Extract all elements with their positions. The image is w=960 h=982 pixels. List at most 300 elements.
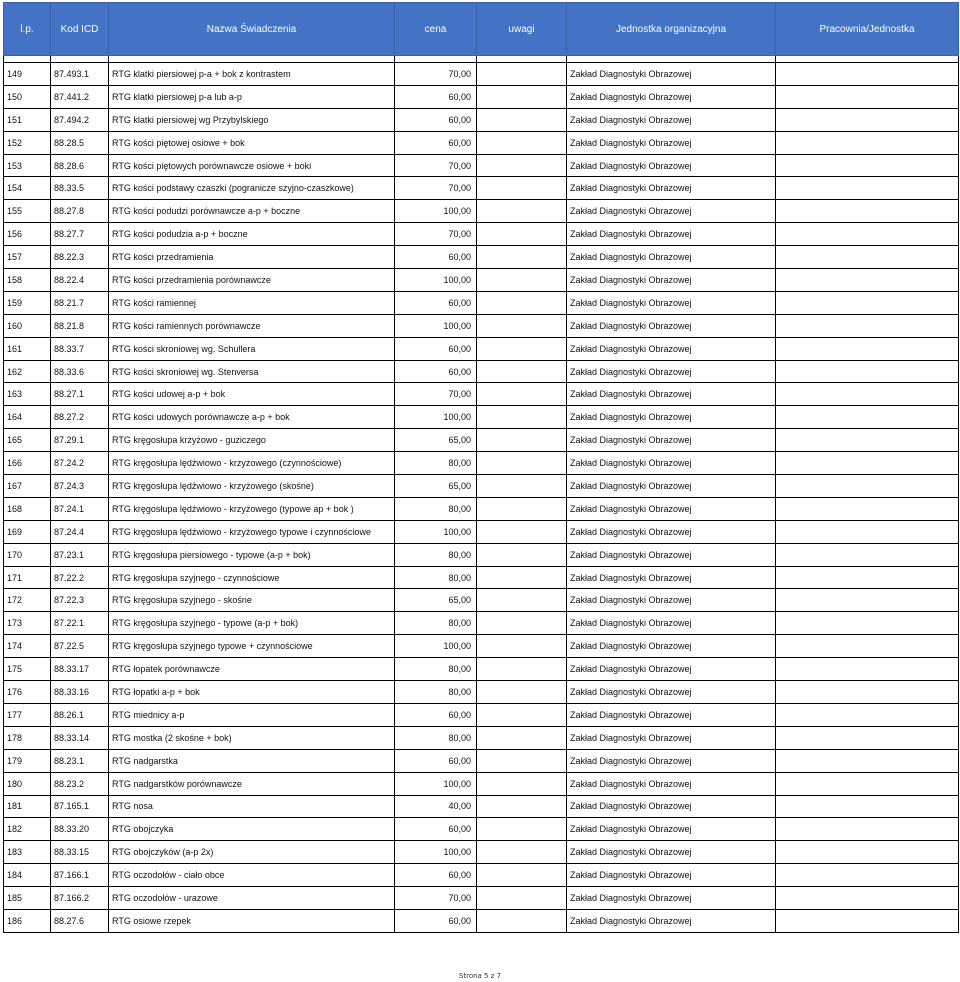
cell-jednostka: Zakład Diagnostyki Obrazowej: [567, 177, 776, 200]
cell-pracownia: [776, 497, 959, 520]
cell-cena: 60,00: [395, 131, 477, 154]
cell-jednostka: Zakład Diagnostyki Obrazowej: [567, 383, 776, 406]
cell-lp: 172: [4, 589, 51, 612]
cell-nazwa: RTG kręgosłupa lędźwiowo - krzyżowego (skośne): [109, 475, 395, 498]
table-row: [4, 85, 959, 108]
cell-nazwa: RTG kości skroniowej wg. Schullera: [109, 337, 395, 360]
cell-jednostka: Zakład Diagnostyki Obrazowej: [567, 131, 776, 154]
cell-nazwa: RTG miednicy a-p: [109, 703, 395, 726]
cell-lp: 160: [4, 314, 51, 337]
cell-jednostka: Zakład Diagnostyki Obrazowej: [567, 703, 776, 726]
cell-uwagi: [477, 475, 567, 498]
table-row: [4, 772, 959, 795]
cell-pracownia: [776, 200, 959, 223]
cell-jednostka: Zakład Diagnostyki Obrazowej: [567, 818, 776, 841]
table-row: [4, 841, 959, 864]
cell-lp: 163: [4, 383, 51, 406]
table-header: [4, 3, 959, 56]
table-row: [4, 314, 959, 337]
table-row: [4, 406, 959, 429]
cell-lp: 150: [4, 85, 51, 108]
cell-uwagi: [477, 566, 567, 589]
cell-lp: 166: [4, 452, 51, 475]
cell-cena: 60,00: [395, 909, 477, 932]
cell-jednostka: Zakład Diagnostyki Obrazowej: [567, 246, 776, 269]
header-row: [4, 3, 959, 56]
cell-jednostka: Zakład Diagnostyki Obrazowej: [567, 475, 776, 498]
cell-lp: 168: [4, 497, 51, 520]
cell-jednostka: Zakład Diagnostyki Obrazowej: [567, 314, 776, 337]
cell-uwagi: [477, 909, 567, 932]
header-jednostka-organizacyjna: Jednostka organizacyjna: [567, 3, 776, 56]
cell-kod-icd: 88.33.15: [51, 841, 109, 864]
cell-cena: 60,00: [395, 108, 477, 131]
cell-nazwa: RTG kości piętowej osiowe + bok: [109, 131, 395, 154]
header-pracownia-jednostka: Pracownia/Jednostka: [776, 3, 959, 56]
cell-jednostka: Zakład Diagnostyki Obrazowej: [567, 635, 776, 658]
cell-pracownia: [776, 887, 959, 910]
cell-cena: 80,00: [395, 726, 477, 749]
cell-kod-icd: 87.29.1: [51, 429, 109, 452]
cell-pracownia: [776, 726, 959, 749]
cell-cena: 70,00: [395, 154, 477, 177]
table-row: [4, 635, 959, 658]
cell-jednostka: Zakład Diagnostyki Obrazowej: [567, 566, 776, 589]
cell-pracownia: [776, 543, 959, 566]
cell-uwagi: [477, 818, 567, 841]
cell-kod-icd: 88.33.20: [51, 818, 109, 841]
cell-nazwa: RTG kości ramiennych porównawcze: [109, 314, 395, 337]
cell-lp: 179: [4, 749, 51, 772]
cell-uwagi: [477, 520, 567, 543]
cell-cena: 100,00: [395, 841, 477, 864]
cell-kod-icd: 87.165.1: [51, 795, 109, 818]
cell-nazwa: RTG nosa: [109, 795, 395, 818]
cell-uwagi: [477, 452, 567, 475]
cell-lp: 155: [4, 200, 51, 223]
table-row: [4, 246, 959, 269]
header-cena: cena: [395, 3, 477, 56]
table-body: [4, 56, 959, 933]
cell-lp: 156: [4, 223, 51, 246]
table-row: [4, 566, 959, 589]
cell-uwagi: [477, 246, 567, 269]
cell-cena: 80,00: [395, 543, 477, 566]
table-row: [4, 108, 959, 131]
table-row: [4, 497, 959, 520]
cell-pracownia: [776, 291, 959, 314]
cell-kod-icd: 88.27.6: [51, 909, 109, 932]
table-row: [4, 589, 959, 612]
table-row: [4, 658, 959, 681]
cell-kod-icd: 87.24.2: [51, 452, 109, 475]
table-row: [4, 909, 959, 932]
cell-uwagi: [477, 406, 567, 429]
cell-kod-icd: 88.26.1: [51, 703, 109, 726]
header-nazwa-swiadczenia: Nazwa Świadczenia: [109, 3, 395, 56]
table-row: [4, 452, 959, 475]
table-row: [4, 63, 959, 86]
cell-pracownia: [776, 772, 959, 795]
cell-nazwa: RTG nadgarstka: [109, 749, 395, 772]
cell-jednostka: Zakład Diagnostyki Obrazowej: [567, 63, 776, 86]
cell-cena: 65,00: [395, 429, 477, 452]
cell-uwagi: [477, 864, 567, 887]
table-row: [4, 223, 959, 246]
table-row: [4, 795, 959, 818]
cell-uwagi: [477, 337, 567, 360]
cell-kod-icd: 88.33.14: [51, 726, 109, 749]
cell-cena: 70,00: [395, 383, 477, 406]
cell-nazwa: RTG kręgosłupa lędźwiowo - krzyżowego typowe i czynnościowe: [109, 520, 395, 543]
cell-jednostka: Zakład Diagnostyki Obrazowej: [567, 429, 776, 452]
cell-lp: 170: [4, 543, 51, 566]
cell-pracownia: [776, 703, 959, 726]
cell-uwagi: [477, 543, 567, 566]
cell-uwagi: [477, 726, 567, 749]
table-row: [4, 154, 959, 177]
cell-cena: 100,00: [395, 200, 477, 223]
cell-pracownia: [776, 589, 959, 612]
cell-cena: 100,00: [395, 520, 477, 543]
cell-jednostka: Zakład Diagnostyki Obrazowej: [567, 291, 776, 314]
cell-jednostka: Zakład Diagnostyki Obrazowej: [567, 726, 776, 749]
cell-cena: 80,00: [395, 658, 477, 681]
cell-kod-icd: 87.494.2: [51, 108, 109, 131]
cell-pracownia: [776, 406, 959, 429]
cell-jednostka: Zakład Diagnostyki Obrazowej: [567, 841, 776, 864]
table-row: [4, 177, 959, 200]
cell-nazwa: RTG kości ramiennej: [109, 291, 395, 314]
table-row: [4, 269, 959, 292]
table-row: [4, 520, 959, 543]
cell-jednostka: Zakład Diagnostyki Obrazowej: [567, 772, 776, 795]
cell-nazwa: RTG obojczyków (a-p 2x): [109, 841, 395, 864]
cell-jednostka: Zakład Diagnostyki Obrazowej: [567, 406, 776, 429]
cell-jednostka: Zakład Diagnostyki Obrazowej: [567, 337, 776, 360]
cell-nazwa: RTG osiowe rzepek: [109, 909, 395, 932]
cell-kod-icd: 87.23.1: [51, 543, 109, 566]
cell-lp: 162: [4, 360, 51, 383]
cell-uwagi: [477, 383, 567, 406]
cell-pracownia: [776, 681, 959, 704]
cell-kod-icd: 88.27.8: [51, 200, 109, 223]
cell-lp: 159: [4, 291, 51, 314]
table-row: [4, 383, 959, 406]
table-row: [4, 612, 959, 635]
cell-kod-icd: 87.22.3: [51, 589, 109, 612]
cell-nazwa: RTG łopatki a-p + bok: [109, 681, 395, 704]
cell-cena: 100,00: [395, 406, 477, 429]
cell-lp: 173: [4, 612, 51, 635]
cell-kod-icd: 88.33.6: [51, 360, 109, 383]
cell-kod-icd: 88.33.7: [51, 337, 109, 360]
cell-pracownia: [776, 108, 959, 131]
cell-pracownia: [776, 383, 959, 406]
cell-cena: 60,00: [395, 337, 477, 360]
cell-jednostka: Zakład Diagnostyki Obrazowej: [567, 589, 776, 612]
cell-cena: 80,00: [395, 452, 477, 475]
cell-cena: 70,00: [395, 177, 477, 200]
cell-lp: 152: [4, 131, 51, 154]
cell-kod-icd: 88.28.6: [51, 154, 109, 177]
cell-jednostka: Zakład Diagnostyki Obrazowej: [567, 200, 776, 223]
cell-jednostka: Zakład Diagnostyki Obrazowej: [567, 909, 776, 932]
table-row: [4, 131, 959, 154]
cell-kod-icd: 88.21.7: [51, 291, 109, 314]
cell-cena: 100,00: [395, 314, 477, 337]
cell-nazwa: RTG kości piętowych porównawcze osiowe + boki: [109, 154, 395, 177]
cell-pracownia: [776, 818, 959, 841]
cell-pracownia: [776, 864, 959, 887]
table-row: [4, 703, 959, 726]
cell-uwagi: [477, 703, 567, 726]
cell-uwagi: [477, 841, 567, 864]
cell-jednostka: Zakład Diagnostyki Obrazowej: [567, 108, 776, 131]
cell-pracownia: [776, 475, 959, 498]
header-gap-row: [4, 56, 959, 63]
cell-pracownia: [776, 635, 959, 658]
cell-cena: 60,00: [395, 246, 477, 269]
cell-nazwa: RTG kości skroniowej wg. Stenversa: [109, 360, 395, 383]
cell-kod-icd: 88.23.1: [51, 749, 109, 772]
cell-pracownia: [776, 520, 959, 543]
cell-lp: 164: [4, 406, 51, 429]
cell-lp: 161: [4, 337, 51, 360]
cell-jednostka: Zakład Diagnostyki Obrazowej: [567, 887, 776, 910]
table-row: [4, 681, 959, 704]
cell-kod-icd: 88.22.3: [51, 246, 109, 269]
cell-lp: 184: [4, 864, 51, 887]
table-row: [4, 337, 959, 360]
cell-cena: 80,00: [395, 612, 477, 635]
cell-pracownia: [776, 658, 959, 681]
cell-nazwa: RTG łopatek porównawcze: [109, 658, 395, 681]
cell-cena: 70,00: [395, 887, 477, 910]
cell-lp: 154: [4, 177, 51, 200]
cell-kod-icd: 87.166.1: [51, 864, 109, 887]
cell-nazwa: RTG kości przedramienia porównawcze: [109, 269, 395, 292]
cell-lp: 169: [4, 520, 51, 543]
cell-kod-icd: 87.24.4: [51, 520, 109, 543]
cell-jednostka: Zakład Diagnostyki Obrazowej: [567, 864, 776, 887]
cell-uwagi: [477, 314, 567, 337]
cell-pracownia: [776, 749, 959, 772]
cell-pracownia: [776, 566, 959, 589]
cell-jednostka: Zakład Diagnostyki Obrazowej: [567, 520, 776, 543]
cell-jednostka: Zakład Diagnostyki Obrazowej: [567, 360, 776, 383]
table-row: [4, 475, 959, 498]
cell-nazwa: RTG nadgarstków porównawcze: [109, 772, 395, 795]
cell-lp: 174: [4, 635, 51, 658]
cell-nazwa: RTG kręgosłupa szyjnego - skośne: [109, 589, 395, 612]
header-uwagi: uwagi: [477, 3, 567, 56]
cell-lp: 183: [4, 841, 51, 864]
page-footer: Strona 5 z 7: [458, 972, 502, 980]
table-row: [4, 864, 959, 887]
cell-cena: 100,00: [395, 772, 477, 795]
table-row: [4, 818, 959, 841]
cell-uwagi: [477, 200, 567, 223]
cell-pracownia: [776, 429, 959, 452]
cell-pracownia: [776, 131, 959, 154]
cell-nazwa: RTG kręgosłupa lędźwiowo - krzyżowego (typowe ap + bok ): [109, 497, 395, 520]
cell-uwagi: [477, 177, 567, 200]
cell-uwagi: [477, 223, 567, 246]
cell-nazwa: RTG kręgosłupa piersiowego - typowe (a-p + bok): [109, 543, 395, 566]
cell-uwagi: [477, 887, 567, 910]
cell-cena: 80,00: [395, 566, 477, 589]
cell-pracownia: [776, 63, 959, 86]
cell-kod-icd: 88.33.16: [51, 681, 109, 704]
table-row: [4, 291, 959, 314]
cell-uwagi: [477, 108, 567, 131]
cell-kod-icd: 88.23.2: [51, 772, 109, 795]
header-kod-icd: Kod ICD: [51, 3, 109, 56]
cell-pracownia: [776, 612, 959, 635]
table-row: [4, 749, 959, 772]
cell-kod-icd: 87.493.1: [51, 63, 109, 86]
cell-nazwa: RTG kości podstawy czaszki (pogranicze szyjno-czaszkowe): [109, 177, 395, 200]
cell-cena: 60,00: [395, 360, 477, 383]
cell-pracownia: [776, 246, 959, 269]
cell-uwagi: [477, 154, 567, 177]
cell-lp: 178: [4, 726, 51, 749]
cell-kod-icd: 88.33.17: [51, 658, 109, 681]
table-row: [4, 360, 959, 383]
cell-lp: 157: [4, 246, 51, 269]
cell-pracownia: [776, 452, 959, 475]
cell-nazwa: RTG oczodołów - urazowe: [109, 887, 395, 910]
cell-jednostka: Zakład Diagnostyki Obrazowej: [567, 681, 776, 704]
cell-pracownia: [776, 269, 959, 292]
cell-jednostka: Zakład Diagnostyki Obrazowej: [567, 269, 776, 292]
cell-jednostka: Zakład Diagnostyki Obrazowej: [567, 497, 776, 520]
table-row: [4, 726, 959, 749]
cell-lp: 175: [4, 658, 51, 681]
cell-jednostka: Zakład Diagnostyki Obrazowej: [567, 749, 776, 772]
cell-lp: 176: [4, 681, 51, 704]
cell-nazwa: RTG mostka (2 skośne + bok): [109, 726, 395, 749]
cell-lp: 177: [4, 703, 51, 726]
cell-pracownia: [776, 841, 959, 864]
cell-cena: 80,00: [395, 497, 477, 520]
cell-uwagi: [477, 681, 567, 704]
cell-lp: 181: [4, 795, 51, 818]
cell-lp: 182: [4, 818, 51, 841]
cell-cena: 60,00: [395, 85, 477, 108]
cell-kod-icd: 88.28.5: [51, 131, 109, 154]
cell-uwagi: [477, 772, 567, 795]
cell-uwagi: [477, 612, 567, 635]
cell-uwagi: [477, 749, 567, 772]
cell-pracownia: [776, 177, 959, 200]
cell-uwagi: [477, 269, 567, 292]
cell-cena: 70,00: [395, 223, 477, 246]
cell-kod-icd: 87.24.3: [51, 475, 109, 498]
cell-uwagi: [477, 589, 567, 612]
cell-pracownia: [776, 337, 959, 360]
cell-jednostka: Zakład Diagnostyki Obrazowej: [567, 223, 776, 246]
price-list-sheet: [3, 2, 958, 933]
cell-jednostka: Zakład Diagnostyki Obrazowej: [567, 543, 776, 566]
cell-nazwa: RTG kręgosłupa szyjnego - czynnościowe: [109, 566, 395, 589]
cell-lp: 153: [4, 154, 51, 177]
cell-lp: 165: [4, 429, 51, 452]
cell-nazwa: RTG kręgosłupa lędźwiowo - krzyżowego (czynnościowe): [109, 452, 395, 475]
cell-cena: 70,00: [395, 63, 477, 86]
header-lp: l.p.: [4, 3, 51, 56]
cell-nazwa: RTG obojczyka: [109, 818, 395, 841]
cell-lp: 180: [4, 772, 51, 795]
cell-nazwa: RTG kręgosłupa szyjnego typowe + czynnościowe: [109, 635, 395, 658]
cell-lp: 167: [4, 475, 51, 498]
cell-cena: 60,00: [395, 291, 477, 314]
cell-nazwa: RTG klatki piersiowej p-a + bok z kontrastem: [109, 63, 395, 86]
cell-kod-icd: 88.27.1: [51, 383, 109, 406]
cell-lp: 171: [4, 566, 51, 589]
table-row: [4, 887, 959, 910]
cell-kod-icd: 87.24.1: [51, 497, 109, 520]
cell-kod-icd: 88.21.8: [51, 314, 109, 337]
cell-lp: 149: [4, 63, 51, 86]
cell-kod-icd: 87.22.5: [51, 635, 109, 658]
cell-uwagi: [477, 131, 567, 154]
price-table: [3, 2, 959, 933]
cell-cena: 60,00: [395, 703, 477, 726]
cell-kod-icd: 87.22.2: [51, 566, 109, 589]
cell-nazwa: RTG kości udowych porównawcze a-p + bok: [109, 406, 395, 429]
cell-nazwa: RTG klatki piersiowej wg Przybylskiego: [109, 108, 395, 131]
cell-jednostka: Zakład Diagnostyki Obrazowej: [567, 452, 776, 475]
cell-lp: 151: [4, 108, 51, 131]
cell-lp: 186: [4, 909, 51, 932]
cell-kod-icd: 88.27.2: [51, 406, 109, 429]
table-row: [4, 200, 959, 223]
cell-pracownia: [776, 314, 959, 337]
cell-nazwa: RTG kości podudzi porównawcze a-p + boczne: [109, 200, 395, 223]
table-row: [4, 543, 959, 566]
cell-uwagi: [477, 635, 567, 658]
cell-uwagi: [477, 85, 567, 108]
cell-cena: 60,00: [395, 749, 477, 772]
cell-jednostka: Zakład Diagnostyki Obrazowej: [567, 795, 776, 818]
cell-kod-icd: 87.22.1: [51, 612, 109, 635]
cell-kod-icd: 88.22.4: [51, 269, 109, 292]
cell-lp: 158: [4, 269, 51, 292]
cell-cena: 100,00: [395, 269, 477, 292]
cell-jednostka: Zakład Diagnostyki Obrazowej: [567, 154, 776, 177]
cell-nazwa: RTG oczodołów - ciało obce: [109, 864, 395, 887]
cell-cena: 60,00: [395, 818, 477, 841]
cell-pracownia: [776, 223, 959, 246]
table-row: [4, 429, 959, 452]
cell-pracownia: [776, 795, 959, 818]
cell-nazwa: RTG kości udowej a-p + bok: [109, 383, 395, 406]
cell-pracownia: [776, 85, 959, 108]
cell-jednostka: Zakład Diagnostyki Obrazowej: [567, 612, 776, 635]
cell-kod-icd: 88.27.7: [51, 223, 109, 246]
cell-uwagi: [477, 360, 567, 383]
cell-cena: 100,00: [395, 635, 477, 658]
cell-uwagi: [477, 795, 567, 818]
cell-kod-icd: 87.166.2: [51, 887, 109, 910]
cell-uwagi: [477, 429, 567, 452]
cell-jednostka: Zakład Diagnostyki Obrazowej: [567, 85, 776, 108]
cell-cena: 60,00: [395, 864, 477, 887]
cell-nazwa: RTG kości podudzia a-p + boczne: [109, 223, 395, 246]
cell-nazwa: RTG klatki piersiowej p-a lub a-p: [109, 85, 395, 108]
